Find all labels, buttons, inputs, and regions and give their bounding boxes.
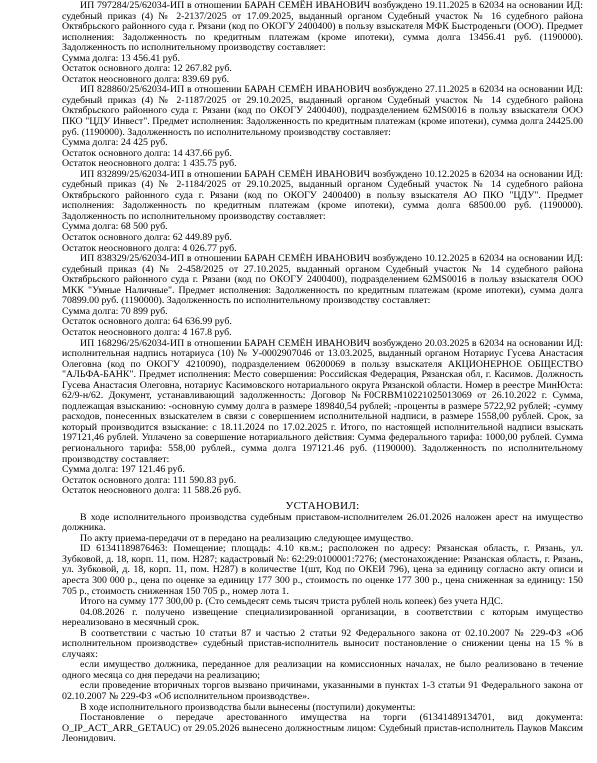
body-paragraph: 04.08.2026 г. получено извещение специализированной организации, в соответствии с которым имущество нереализовано в месячный срок. (62, 606, 583, 629)
findings-section (62, 513, 583, 745)
entry-text: ИП 828860/25/62034-ИП в отношении БАРАН СЕМЁН ИВАНОВИЧ возбуждено 27.11.2025 в 62034 на основании ИД: судебный приказ (4) № 2-1187/2025 от 29.10.2025, выданный органом Судебный участок № 14 судебного района Октябрьского районного суда г. Рязани (код по ОКОГУ 2400400), подразделением 62MS0016 в пользу взыскателя ООО ПКО "ЦДУ Инвест". Предмет исполнения: Задолженность по кредитным платежам (кроме ипотеки), сумма долга 24425.00 руб. (1190000). Задолженность по исполнительному производству составляет: (62, 84, 583, 138)
debt-sum: Сумма долга: 13 456.41 руб. (62, 52, 180, 64)
body-paragraph: Итого на сумму 177 300,00 р. (Сто семьдесят семь тысяч триста рублей ноль копеек) без учета НДС. (80, 596, 503, 608)
enforcement-entry (62, 170, 583, 254)
principal-balance: Остаток основного долга: 111 590.83 руб. (62, 474, 237, 486)
entry-text: ИП 797284/25/62034-ИП в отношении БАРАН СЕМЁН ИВАНОВИЧ возбуждено 19.11.2025 в 62034 на основании ИД: судебный приказ (4) № 2-2137/2025 от 17.09.2025, выданный органом Судебный участок № 16 судебного района Октябрьского районного суда г. Рязани (код по ОКОГУ 2400400) в пользу взыскателя МФК Быстроденьги (ООО). Предмет исполнения: Задолженность по кредитным платежам (кроме ипотеки), сумма долга 13456.41 руб. (1190000). Задолженность по исполнительному производству составляет: (62, 0, 583, 54)
non-principal-balance: Остаток неосновного долга: 1 435.75 руб. (62, 158, 237, 170)
body-paragraph: В ходе исполнительного производства были вынесены (поступили) документы: (80, 701, 416, 713)
debt-sum: Сумма долга: 68 500 руб. (62, 221, 168, 233)
entry-text: ИП 832899/25/62034-ИП в отношении БАРАН СЕМЁН ИВАНОВИЧ возбуждено 10.12.2025 в 62034 на основании ИД: судебный приказ (4) № 2-1184/2025 от 29.10.2025, выданный органом Судебный участок № 14 судебного района Октябрьского районного суда г. Рязани (код по ОКОГУ 2400400) в пользу взыскателя АО ПКО "ЦДУ". Предмет исполнения: Задолженность по кредитным платежам (кроме ипотеки), сумма долга 68500.00 руб. (1190000). Задолженность по исполнительному производству составляет: (62, 168, 583, 222)
entry-sums (62, 307, 583, 339)
entry-sums (62, 54, 583, 86)
body-paragraph: В ходе исполнительного производства судебным приставом-исполнителем 26.01.2026 наложен арест на имущество должника. (62, 511, 583, 534)
entry-sums (62, 138, 583, 170)
principal-balance: Остаток основного долга: 62 449.89 руб. (62, 232, 232, 244)
debt-sum: Сумма долга: 70 899 руб. (62, 305, 168, 317)
non-principal-balance: Остаток неосновного долга: 4 026.77 руб. (62, 242, 237, 254)
entry-text: ИП 838329/25/62034-ИП в отношении БАРАН СЕМЁН ИВАНОВИЧ возбуждено 10.12.2025 в 62034 на основании ИД: судебный приказ (4) № 2-458/2025 от 27.10.2025, выданный органом Судебный участок № 14 судебного района Октябрьского районного суда г. Рязани (код по ОКОГУ 2400400), подразделением 62MS0016 в пользу взыскателя ООО МКК "Умные Наличные". Предмет исполнения: Задолженность по кредитным платежам (кроме ипотеки), сумма долга 70899.00 руб. (1190000). Задолженность по исполнительному производству составляет: (62, 253, 583, 307)
enforcement-entry (62, 254, 583, 338)
body-paragraph: По акту приема-передачи от в передано на реализацию следующее имущество. (80, 532, 414, 544)
body-paragraph: ID 61341189876463: Помещение; площадь: 4.10 кв.м.; расположен по адресу: Рязанская область, г. Рязань, ул. Зубковой, д. 18, корп. 11, пом. Н287; кадастровый №: 62:29:0100001:7276; (местонахождение: Рязанская область, г. Рязань, ул. Зубковой, д. 18, корп. 11, пом. Н287) в количестве 1(шт, Код по ОКЕИ 796), цена за единицу согласно акту описи и ареста 300 000 р., цена по оценке за единицу 177 300 р., стоимость по оценке 177 300 р., цена сниженная за единицу: 150 705 р., стоимость сниженная 150 705 р., номер лота 1. (62, 543, 583, 597)
entry-text: ИП 168296/25/62034-ИП в отношении БАРАН СЕМЁН ИВАНОВИЧ возбуждено 20.03.2025 в 62034 на основании ИД: исполнительная надпись нотариуса (10) № У-0002907046 от 13.03.2025, выданный органом Нотариус Гусева Анастасия Олеговна (код по ОКОГУ 4210090), подразделением 06200069 в пользу взыскателя АКЦИОНЕРНОЕ ОБЩЕСТВО "АЛЬФА-БАНК". Предмет исполнения: Место совершения: Российская Федерация, Рязанская обл, г. Касимов. Должность Гусева Анастасия Олеговна, нотариус Касимовского нотариального округа Рязанской области. Номер в реестре МинЮста: 62/9-н/62. Документ, устанавливающий задолженность: Договор №F0CRBM10221025013069 от 26.10.2022 г. Сумма, подлежащая взысканию: -основную сумму долга в размере 189840,54 рублей; -проценты в размере 5722,92 рублей; -сумму расходов, понесенных взыскателем в связи с совершением исполнительной надписи, в размере 1558,00 рублей. Срок, за который производится взыскание: с 18.11.2024 по 17.02.2025 г. Итого, по настоящей исполнительной надписи взыскать 197121,46 рублей. Уплачено за совершение нотариального действия: Сумма федерального тарифа: 1000,00 рублей. Сумма регионального тарифа: 558,00 рублей., сумма долга 197121.46 руб. (1190000). Задолженность по исполнительному производству составляет: (62, 337, 583, 465)
body-paragraph: если проведение вторичных торгов вызвано причинами, указанными в пунктах 1-3 статьи 91 Федерального закона от 02.10.2007 № 229-ФЗ «Об исполнительном производстве». (62, 680, 583, 702)
principal-balance: Остаток основного долга: 12 267.82 руб. (62, 63, 232, 75)
entry-sums (62, 222, 583, 254)
non-principal-balance: Остаток неосновного долга: 4 167.8 руб. (62, 326, 232, 338)
non-principal-balance: Остаток неосновного долга: 839.69 руб. (62, 73, 230, 85)
debt-sum: Сумма долга: 24 425 руб. (62, 137, 168, 149)
enforcement-entry (62, 339, 583, 497)
debt-sum: Сумма долга: 197 121.46 руб. (62, 464, 185, 476)
section-heading: УСТАНОВИЛ: (285, 499, 360, 512)
principal-balance: Остаток основного долга: 14 437.66 руб. (62, 147, 232, 159)
body-paragraph: В соответствии с частью 10 статьи 87 и частью 2 статьи 92 Федерального закона от 02.10.2007 № 229-ФЗ «Об исполнительном производстве» судебный пристав-исполнитель выносит постановление о снижении цены на 15 % в случаях: (62, 627, 583, 660)
enforcement-entry (62, 85, 583, 169)
non-principal-balance: Остаток неосновного долга: 11 588.26 руб. (62, 485, 242, 497)
body-paragraph: Постановление о передаче арестованного имущества на торги (61341489134701, вид документа: O_IP_ACT_ARR_GETAUC) от 29.05.2026 вынесено должностным лицом: Судебный пристав-исполнитель Пауков Максим Леонидович. (62, 712, 583, 745)
enforcement-entry (62, 1, 583, 85)
principal-balance: Остаток основного долга: 64 636.99 руб. (62, 316, 232, 328)
body-paragraph: если имущество должника, переданное для реализации на комиссионных началах, не было реализовано в течение одного месяца со дня передачи на реализацию; (62, 659, 583, 681)
entry-sums (62, 465, 583, 497)
